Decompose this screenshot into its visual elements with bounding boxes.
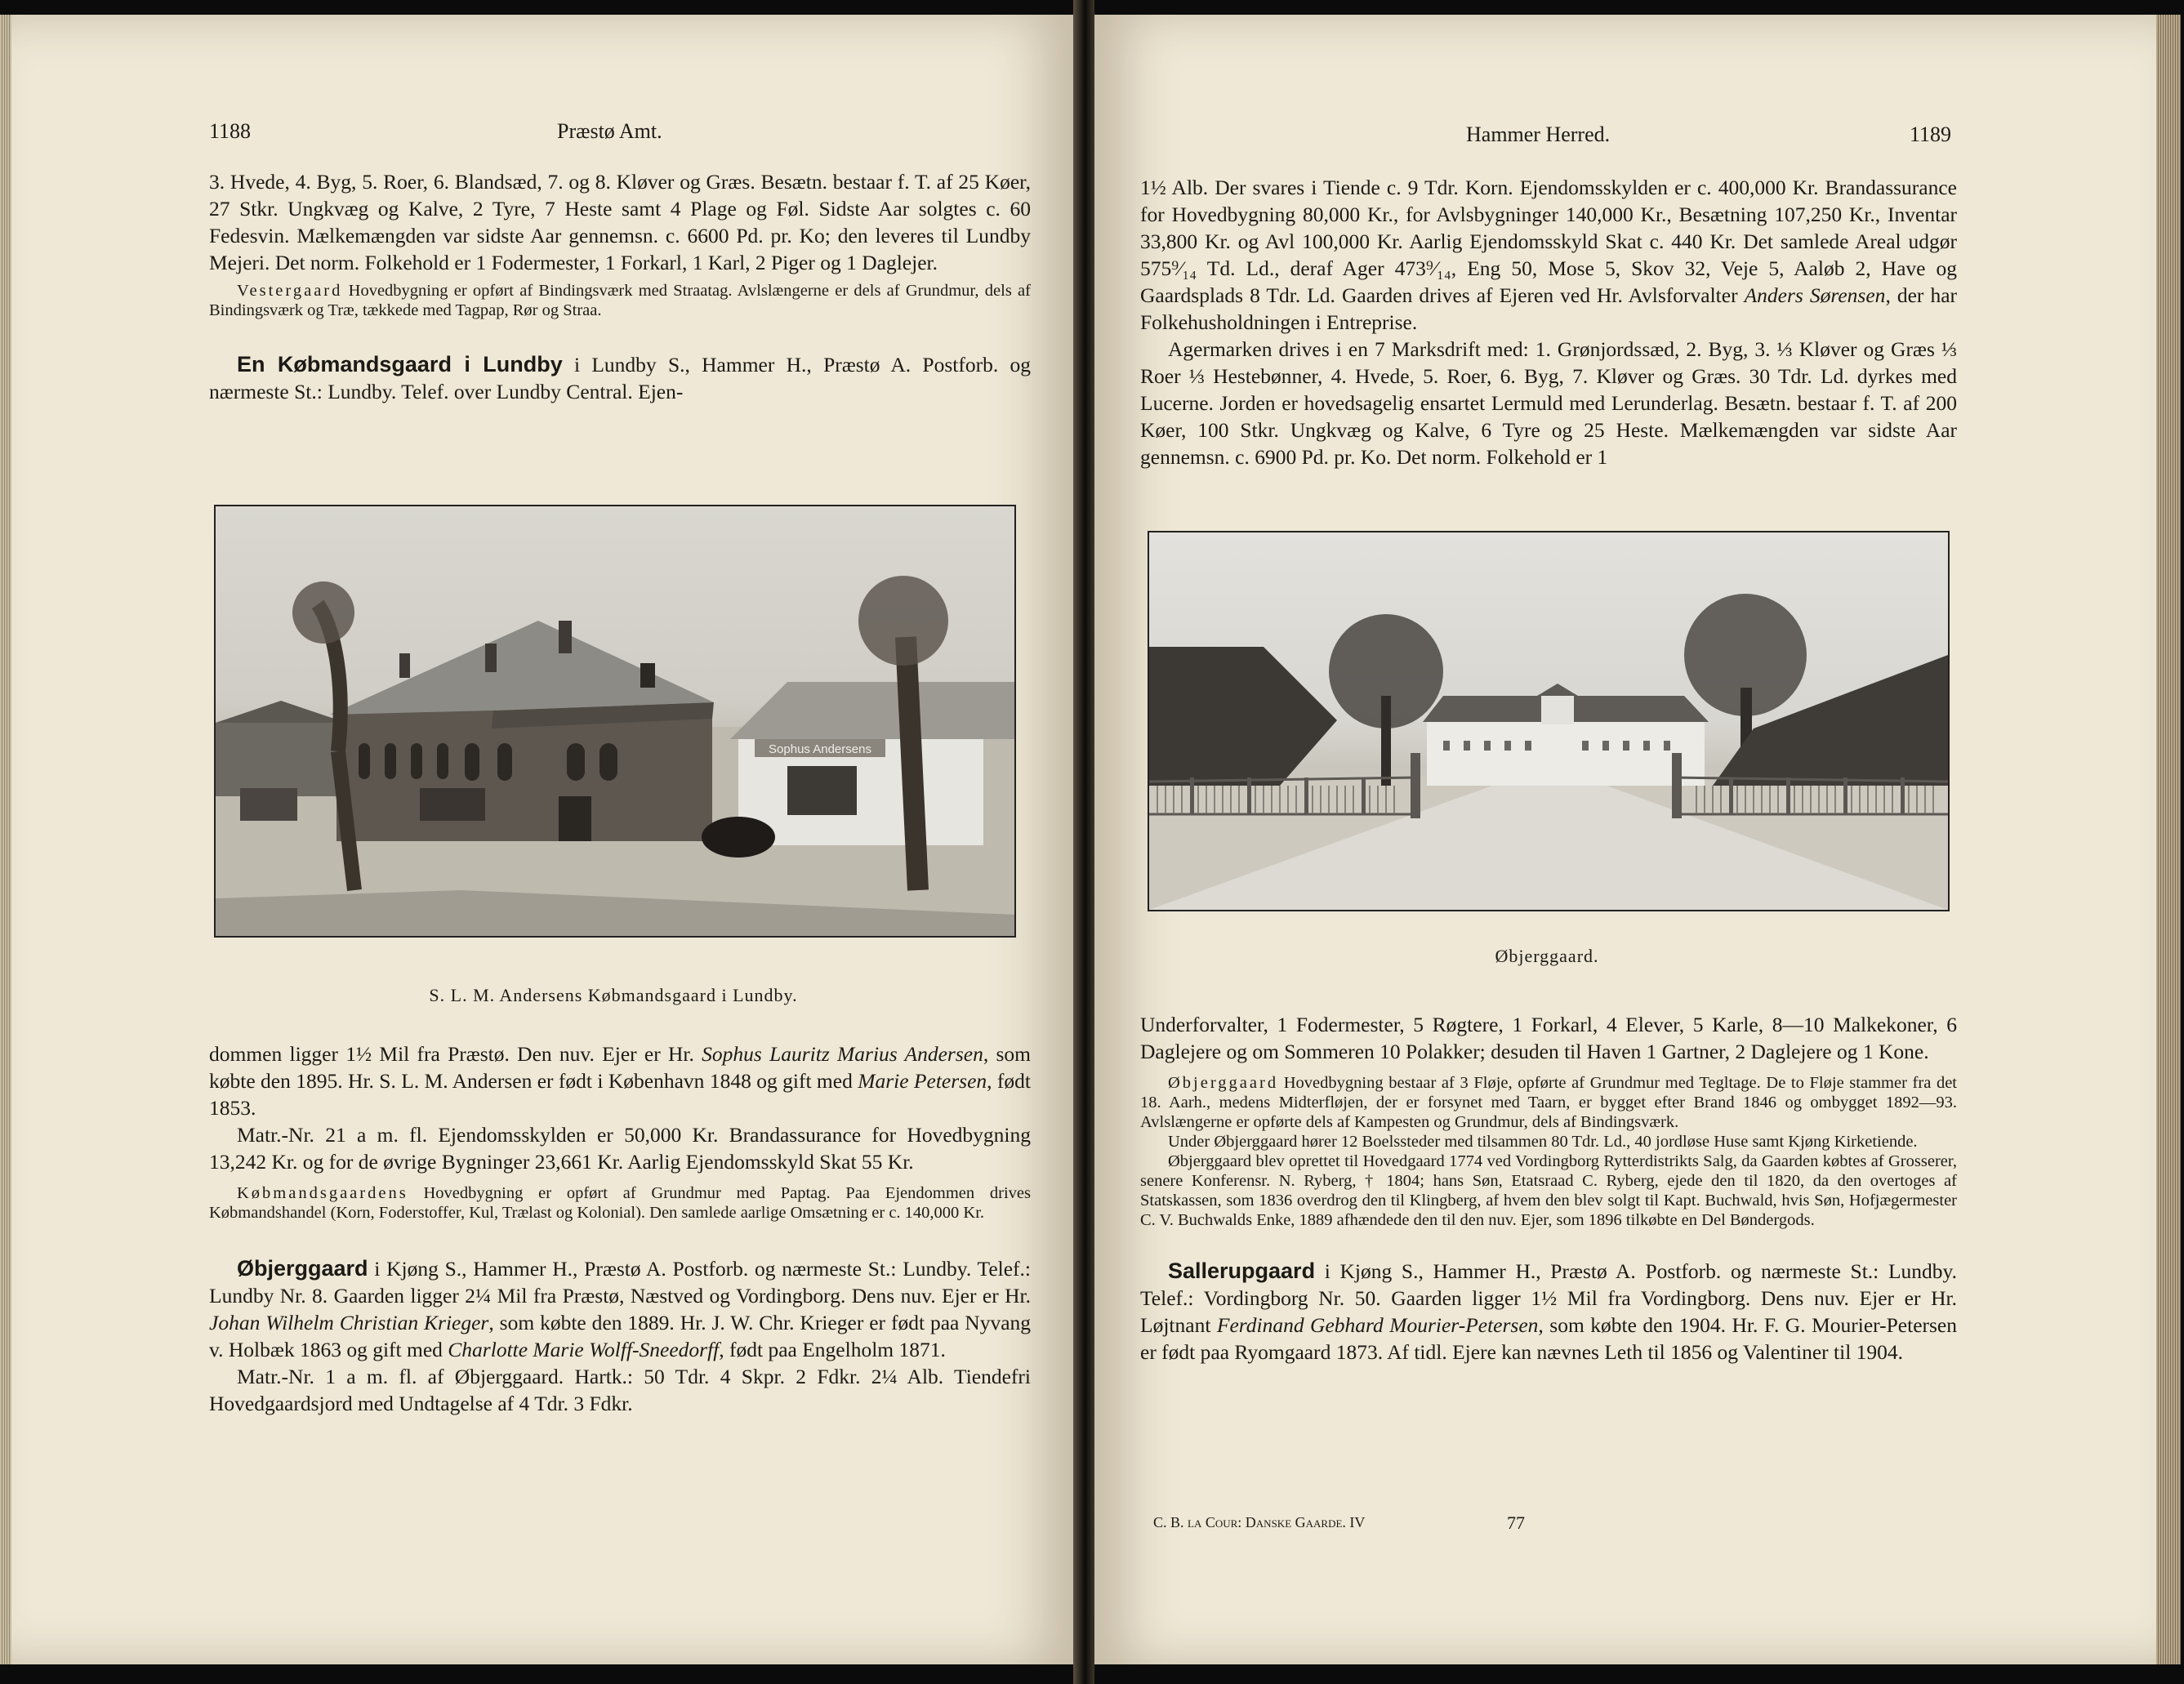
page-number: 1188	[209, 119, 252, 143]
entry-title: Øbjerggaard	[237, 1256, 368, 1281]
oebjerggaard-field-paragraph: Agermarken drives i en 7 Marksdrift med: 1. Grønjordssæd, 2. Byg, 3. ⅓ Kløver og Græs ⅓ Roer ⅓ Hestebønner, 4. Hvede, 5. Roer, 6. Byg, 7. Kløver og Græs. 30 Tdr. Ld. dyrkes med Lucerne. Jorden er hovedsagelig ensartet Lermuld med Lerunderlag. Besætn. bestaar f. T. af 200 Køer, 100 Stkr. Ungkvæg og Kalve, 6 Tyre og 25 Heste. Mælkemængden var sidste Aar gennemsn. c. 6900 Pd. pr. Ko. Det norm. Folkehold er 1	[1140, 337, 1957, 469]
koebmandsgaard-owner-paragraph: dommen ligger 1½ Mil fra Præstø. Den nuv. Ejer er Hr. Sophus Lauritz Marius Andersen, som købte den 1895. Hr. S. L. M. Andersen er født i København 1848 og gift med Marie Petersen, født 1853.	[209, 1042, 1032, 1120]
running-head: Hammer Herred.	[1466, 123, 1611, 146]
right-page-edge	[2156, 15, 2181, 1664]
oebjerggaard-value-paragraph: 1½ Alb. Der svares i Tiende c. 9 Tdr. Korn. Ejendomsskylden er c. 400,000 Kr. Brandassurance for Hovedbygning 80,000 Kr., for Avlsbygninger 140,000 Kr., Besætning 107,250 Kr., Inventar 33,800 Kr. og Avl 100,000 Kr. Aarlig Ejendomsskyld Skat c. 440 Kr. Det samlede Areal udgør 575⁹⁄₁₄ Td. Ld., deraf Ager 473⁹⁄₁₄, Eng 50, Mose 5, Skov 32, Veje 5, Aaløb 2, Have og Gaardsplads 8 Tdr. Ld. Gaarden drives af Ejeren ved Hr. Avlsforvalter Anders Sørensen, der har Folkehusholdningen i Entreprise.	[1140, 176, 1958, 334]
left-page-edge	[0, 15, 11, 1664]
running-head: Præstø Amt.	[557, 119, 662, 143]
koebmandsgaard-photo	[214, 505, 1016, 938]
page-number: 1189	[1910, 123, 1952, 146]
signature-mark: 77	[1507, 1512, 1525, 1533]
right-page	[1094, 15, 2156, 1664]
right-text-bottom	[1140, 1011, 1957, 1365]
koebmandsgaard-photo-drawing	[216, 506, 1014, 936]
continuation-paragraph: 3. Hvede, 4. Byg, 5. Roer, 6. Blandsæd, 7. og 8. Kløver og Græs. Besætn. bestaar f. T. af 25 Køer, 27 Stkr. Ungkvæg og Kalve, 2 Tyre, 7 Heste samt 4 Plage og Føl. Sidste Aar solgtes c. 60 Fedesvin. Mælkemængden var sidste Aar gennemsn. c. 6600 Pd. pr. Ko; den leveres til Lundby Mejeri. Det norm. Folkehold er 1 Fodermester, 1 Forkarl, 1 Karl, 2 Piger og 1 Daglejer.	[209, 170, 1031, 274]
oebjerggaard-photo-caption: Øbjerggaard.	[1495, 946, 1599, 966]
koebmandsgaard-matr-paragraph: Matr.-Nr. 21 a m. fl. Ejendomsskylden er 50,000 Kr. Brandassurance for Hovedbygning 13,242 Kr. og for de øvrige Bygninger 23,661 Kr. Aarlig Ejendomsskyld Skat 55 Kr.	[209, 1123, 1031, 1174]
left-text-top	[209, 168, 1031, 405]
vestergaard-note: Vestergaard Hovedbygning er opført af Bindingsværk med Straatag. Avlslængerne er dels af Grundmur, dels af Bindingsværk og Træ, tækkede med Tagpap, Rør og Straa.	[209, 282, 1031, 319]
koebmandsgaard-note: Købmandsgaardens Hovedbygning er opført af Grundmur med Paptag. Paa Ejendommen drives Købmandshandel (Korn, Foderstoffer, Kul, Trælast og Kolonial). Den samlede aarlige Omsætning er c. 140,000 Kr.	[209, 1184, 1031, 1222]
oebjerggaard-boelssteder-note: Under Øbjerggaard hører 12 Boelssteder med tilsammen 80 Tdr. Ld., 40 jordløse Huse samt Kjøng Kirketiende.	[1168, 1133, 1918, 1151]
oebjerggaard-building-note: Øbjerggaard Hovedbygning bestaar af 3 Fløje, opførte af Grundmur med Tegltage. De to Fløje stammer fra det 18. Aarh., medens Midterfløjen, der er forsynet med Taarn, er bygget efter Brand 1846 og ombygget 1892—93. Avlslængerne er opførte dels af Kampesten og Grundmur, dels af Bindingsværk.	[1140, 1074, 1957, 1131]
entry-koebmandsgaard-intro: En Købmandsgaard i Lundby i Lundby S., Hammer H., Præstø A. Postforb. og nærmeste St.: Lundby. Telef. over Lundby Central. Ejen-	[209, 352, 1031, 403]
right-text-top	[1140, 174, 1957, 470]
left-page	[11, 15, 1073, 1664]
entry-oebjerggaard-intro: Øbjerggaard i Kjøng S., Hammer H., Præstø A. Postforb. og nærmeste St.: Lundby. Telef.: Lundby Nr. 8. Gaarden ligger 2¼ Mil fra Præstø, Næstved og Vordingborg. Dens nuv. Ejer er Hr. Johan Wilhelm Christian Krieger, som købte den 1889. Hr. J. W. Chr. Krieger er født paa Nyvang v. Holbæk 1863 og gift med Charlotte Marie Wolff-Sneedorff, født paa Engelholm 1871.	[209, 1256, 1032, 1361]
oebjerggaard-history-note: Øbjerggaard blev oprettet til Hovedgaard 1774 ved Vordingborg Rytterdistrikts Salg, da Gaarden købtes af Grosserer, senere Konferensr. N. Ryberg, † 1804; hans Søn, Etatsraad C. Ryberg, ejede den til 1820, da den overtoges af Statskassen, som 1836 overdrog den til Klingberg, af hvem den blev solgt til Kapt. Buchwald, hvis Søn, Hofjægermester C. V. Buchwalds Enke, 1889 afhændede den til den nuv. Ejer, som 1896 tilkøbte en Del Bøndergods.	[1140, 1152, 1957, 1229]
shop-sign: Sophus Andersens	[769, 742, 871, 756]
koebmandsgaard-photo-caption: S. L. M. Andersens Købmandsgaard i Lundby.	[429, 985, 798, 1005]
folkehold-paragraph: Underforvalter, 1 Fodermester, 5 Røgtere, 1 Forkarl, 4 Elever, 5 Karle, 8—10 Malkekoner, 6 Daglejere og om Sommeren 10 Polakker; desuden til Haven 1 Gartner, 2 Daglejere og 1 Kone.	[1140, 1013, 1957, 1063]
entry-title: En Købmandsgaard i Lundby	[237, 352, 563, 376]
oebjerggaard-photo-drawing	[1149, 532, 1948, 910]
entry-title: Sallerupgaard	[1168, 1259, 1316, 1283]
oebjerggaard-matr-paragraph: Matr.-Nr. 1 a m. fl. af Øbjerggaard. Hartk.: 50 Tdr. 4 Skpr. 2 Fdkr. 2¼ Alb. Tiendefri Hovedgaardsjord med Undtagelse af 4 Tdr. 3 Fdkr.	[209, 1365, 1031, 1415]
left-text-bottom	[209, 1040, 1031, 1417]
oebjerggaard-photo	[1148, 531, 1950, 911]
page-footer: C. B. la Cour: Danske Gaarde. IV	[1153, 1514, 1366, 1530]
entry-sallerupgaard: Sallerupgaard i Kjøng S., Hammer H., Præstø A. Postforb. og nærmeste St.: Lundby. Telef.: Vordingborg Nr. 50. Gaarden ligger 1½ Mil fra Vordingborg. Dens nuv. Ejer er Hr. Løjtnant Ferdinand Gebhard Mourier-Petersen, som købte den 1904. Hr. F. G. Mourier-Petersen er født paa Ryomgaard 1873. Af tidl. Ejere kan nævnes Leth til 1856 og Valentiner til 1904.	[1140, 1259, 1957, 1364]
book-gutter	[1073, 0, 1094, 1684]
